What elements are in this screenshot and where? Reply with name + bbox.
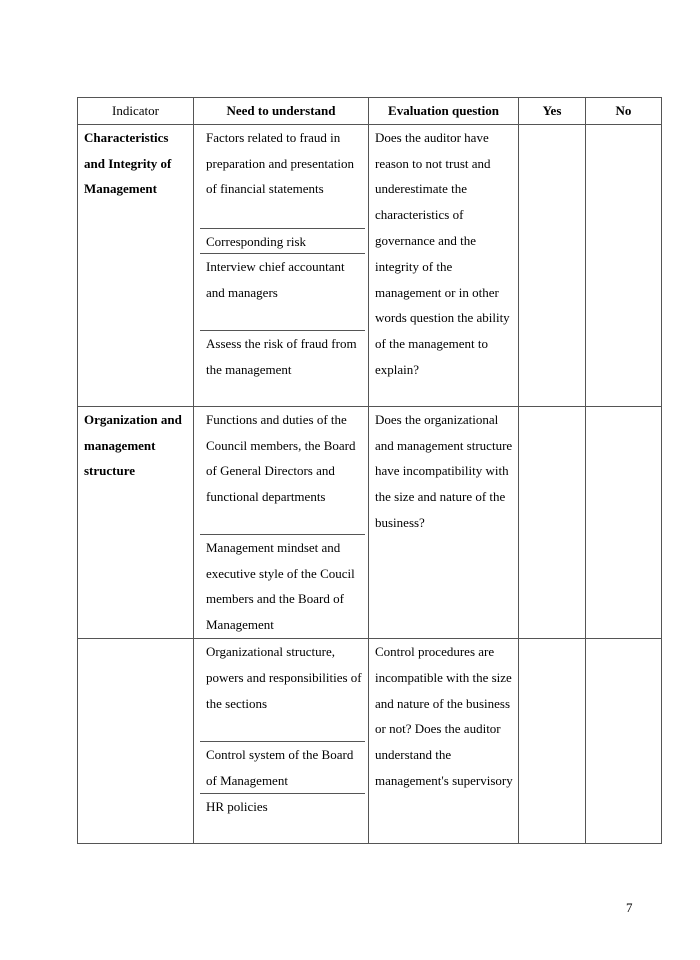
table-row: [78, 406, 662, 638]
table-row: [78, 638, 662, 843]
no-cell: [586, 406, 662, 638]
table-row: [78, 124, 662, 406]
need-cell: [194, 124, 369, 406]
header-row: [78, 98, 662, 125]
yes-cell: [519, 406, 586, 638]
need-item: Organizational structure, powers and responsibilities of the sections: [200, 639, 365, 742]
header-yes: Yes: [519, 98, 586, 125]
yes-cell: [519, 638, 586, 843]
need-item: Assess the risk of fraud from the management: [206, 335, 357, 377]
evaluation-table: [77, 97, 662, 844]
indicator-cell: [78, 638, 194, 843]
no-cell: [586, 124, 662, 406]
header-indicator: Indicator: [78, 98, 194, 125]
need-cell: [194, 638, 369, 843]
need-cell: [194, 406, 369, 638]
evaluation-cell: Control procedures are incompatible with the size and nature of the business or not? Does the auditor understand the management's supervisory: [369, 638, 519, 843]
evaluation-cell: Does the organizational and management structure have incompatibility with the size and nature of the business?: [369, 406, 519, 638]
need-item: Corresponding risk: [200, 229, 365, 254]
indicator-cell: Characteristics and Integrity of Management: [78, 124, 194, 406]
need-item: Interview chief accountant and managers: [200, 254, 365, 331]
need-item: Functions and duties of the Council members, the Board of General Directors and functional departments: [200, 407, 365, 535]
page-number: 7: [626, 900, 633, 915]
header-evaluation-question: Evaluation question: [369, 98, 519, 125]
need-item: Management mindset and executive style of the Coucil members and the Board of Management: [206, 539, 355, 633]
evaluation-cell: Does the auditor have reason to not trust and underestimate the characteristics of governance and the integrity of the management or in other words question the ability of the management to explain?: [369, 124, 519, 406]
header-need-to-understand: Need to understand: [194, 98, 369, 125]
indicator-cell: Organization and management structure: [78, 406, 194, 638]
yes-cell: [519, 124, 586, 406]
header-no: No: [586, 98, 662, 125]
no-cell: [586, 638, 662, 843]
need-item: Control system of the Board of Management: [200, 742, 365, 794]
need-item: HR policies: [206, 798, 268, 814]
need-item: Factors related to fraud in preparation and presentation of financial statements: [200, 125, 365, 229]
